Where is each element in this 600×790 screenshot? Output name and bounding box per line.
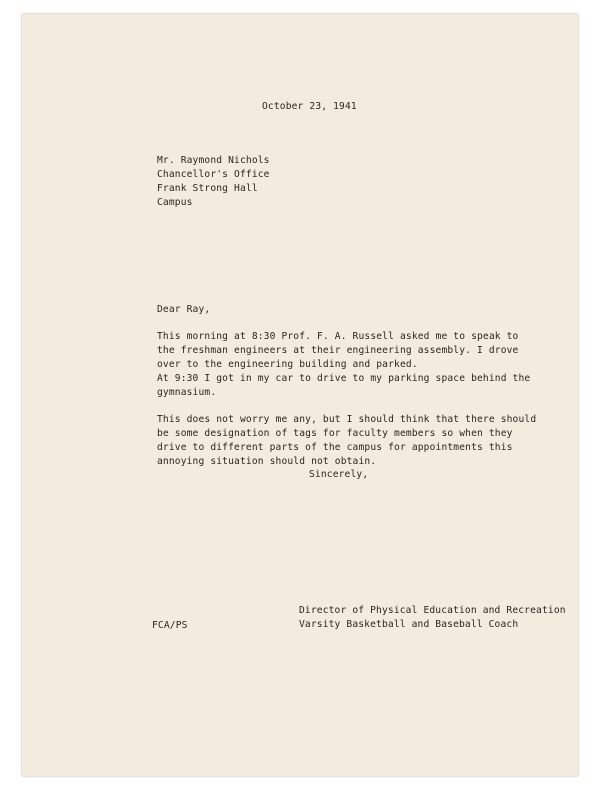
signature-title: Director of Physical Education and Recreation bbox=[299, 605, 566, 616]
paragraph-line: annoying situation should not obtain. bbox=[157, 456, 377, 467]
paragraph-line: be some designation of tags for faculty members so when they bbox=[157, 428, 513, 439]
body-paragraph-1 bbox=[157, 330, 518, 372]
closing: Sincerely, bbox=[309, 469, 369, 480]
salutation: Dear Ray, bbox=[157, 304, 211, 315]
paragraph-line: At 9:30 I got in my car to drive to my parking space behind the bbox=[157, 373, 531, 384]
signature-title: Varsity Basketball and Baseball Coach bbox=[299, 619, 519, 630]
body-paragraph-3 bbox=[157, 413, 536, 469]
recipient-line: Frank Strong Hall bbox=[157, 183, 258, 194]
signature-block bbox=[299, 604, 566, 632]
paragraph-line: over to the engineering building and parked. bbox=[157, 359, 418, 370]
recipient-line: Campus bbox=[157, 197, 193, 208]
letter-page bbox=[22, 14, 578, 776]
recipient-line: Chancellor's Office bbox=[157, 169, 270, 180]
recipient-address bbox=[157, 154, 270, 210]
body-paragraph-2 bbox=[157, 372, 530, 400]
paragraph-line: the freshman engineers at their engineering assembly. I drove bbox=[157, 345, 519, 356]
paragraph-line: gymnasium. bbox=[157, 387, 217, 398]
paragraph-line: drive to different parts of the campus for appointments this bbox=[157, 442, 513, 453]
typist-initials: FCA/PS bbox=[152, 620, 188, 631]
paragraph-line: This morning at 8:30 Prof. F. A. Russell asked me to speak to bbox=[157, 331, 519, 342]
paragraph-line: This does not worry me any, but I should think that there should bbox=[157, 414, 537, 425]
recipient-line: Mr. Raymond Nichols bbox=[157, 155, 270, 166]
letter-date: October 23, 1941 bbox=[262, 101, 357, 112]
